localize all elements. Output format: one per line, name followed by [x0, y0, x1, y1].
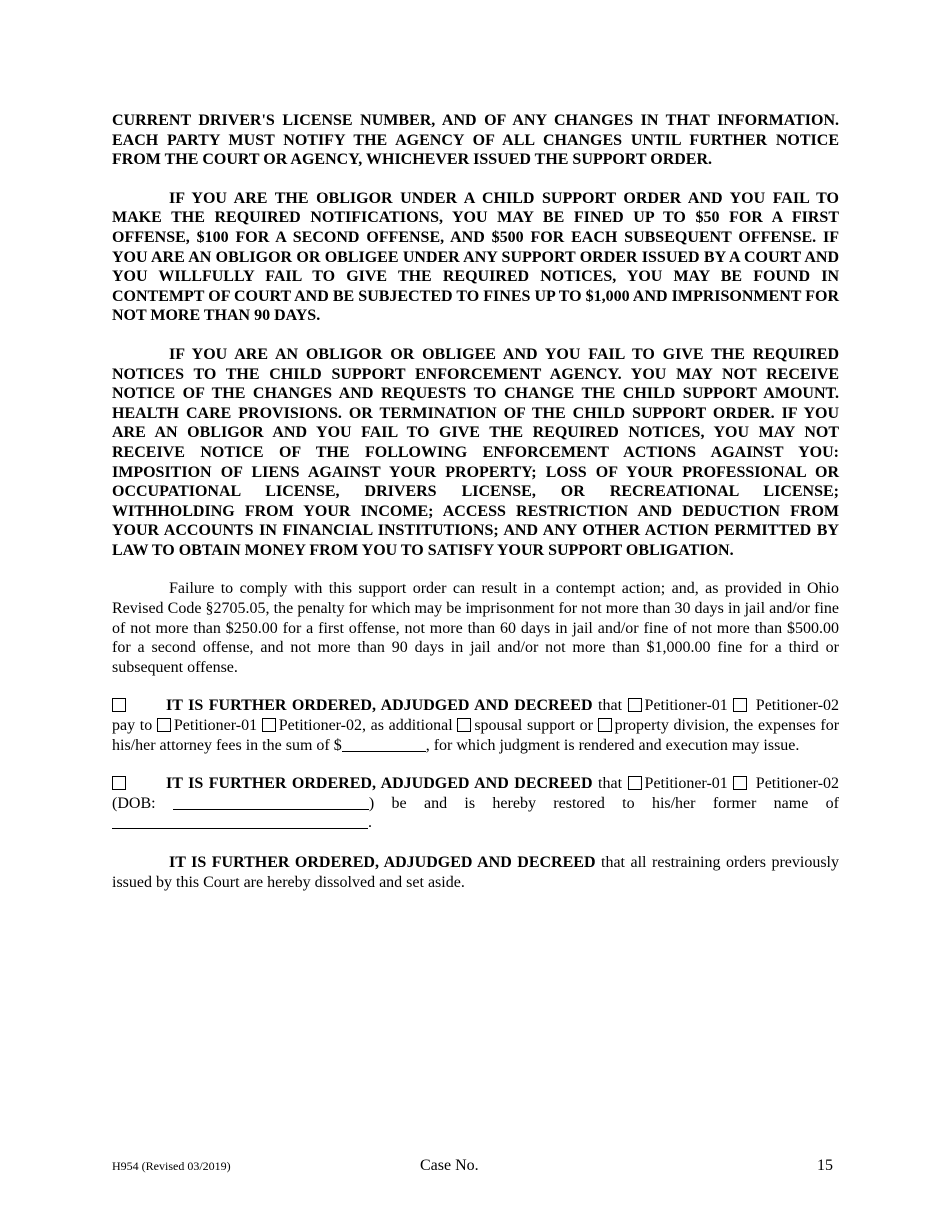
petitioner-01-checkbox[interactable]: [628, 698, 642, 712]
clause-heading: IT IS FURTHER ORDERED, ADJUDGED AND DECREED: [166, 775, 593, 793]
petitioner-02-checkbox[interactable]: [733, 698, 747, 712]
clause-heading: IT IS FURTHER ORDERED, ADJUDGED AND DECREED: [169, 854, 596, 871]
spousal-support-checkbox[interactable]: [457, 718, 471, 732]
payee-petitioner-02-checkbox[interactable]: [262, 718, 276, 732]
clause-heading: IT IS FURTHER ORDERED, ADJUDGED AND DECREED: [166, 697, 593, 715]
document-body: [112, 111, 839, 892]
attorney-fees-clause: IT IS FURTHER ORDERED, ADJUDGED AND DECREED that Petitioner-01 Petitioner-02 pay to Petitioner-01 Petitioner-02, as additional spousal support or property division, the expenses for his/her attorney fees in the sum of $ , for which judgment is rendered and execution may issue.: [112, 697, 840, 754]
name-restoration-clause-checkbox[interactable]: [112, 776, 126, 790]
page-number: 15: [817, 1157, 833, 1174]
restraining-orders-clause: IT IS FURTHER ORDERED, ADJUDGED AND DECREED that all restraining orders previously issued by this Court are hereby dissolved and set aside.: [112, 854, 839, 891]
former-name-field[interactable]: [112, 814, 368, 829]
notice-paragraph-2: IF YOU ARE THE OBLIGOR UNDER A CHILD SUPPORT ORDER AND YOU FAIL TO MAKE THE REQUIRED NOTIFICATIONS, YOU MAY BE FINED UP TO $50 FOR A FIRST OFFENSE, $100 FOR A SECOND OFFENSE, AND $500 FOR EACH SUBSEQUENT OFFENSE. IF YOU ARE AN OBLIGOR OR OBLIGEE UNDER ANY SUPPORT ORDER ISSUED BY A COURT AND YOU WILLFULLY FAIL TO GIVE THE REQUIRED NOTICES, YOU MAY BE FOUND IN CONTEMPT OF COURT AND BE SUBJECTED TO FINES UP TO $1,000 AND IMPRISONMENT FOR NOT MORE THAN 90 DAYS.: [112, 189, 839, 325]
notice-paragraph-3: IF YOU ARE AN OBLIGOR OR OBLIGEE AND YOU FAIL TO GIVE THE REQUIRED NOTICES TO THE CHILD SUPPORT ENFORCEMENT AGENCY. YOU MAY NOT RECEIVE NOTICE OF THE CHANGES AND REQUESTS TO CHANGE THE CHILD SUPPORT AMOUNT. HEALTH CARE PROVISIONS. OR TERMINATION OF THE CHILD SUPPORT ORDER. IF YOU ARE AN OBLIGOR AND YOU FAIL TO GIVE THE REQUIRED NOTICES, YOU MAY NOT RECEIVE NOTICE OF THE FOLLOWING ENFORCEMENT ACTIONS AGAINST YOU: IMPOSITION OF LIENS AGAINST YOUR PROPERTY; LOSS OF YOUR PROFESSIONAL OR OCCUPATIONAL LICENSE, DRIVERS LICENSE, OR RECREATIONAL LICENSE; WITHHOLDING FROM YOUR INCOME; ACCESS RESTRICTION AND DEDUCTION FROM YOUR ACCOUNTS IN FINANCIAL INSTITUTIONS; AND ANY OTHER ACTION PERMITTED BY LAW TO OBTAIN MONEY FROM YOU TO SATISFY YOUR SUPPORT OBLIGATION.: [112, 345, 839, 559]
form-id: H954 (Revised 03/2019): [112, 1159, 231, 1173]
contempt-paragraph: Failure to comply with this support order can result in a contempt action; and, as provided in Ohio Revised Code §2705.05, the penalty for which may be imprisonment for not more than 30 days in jail and/or fine of not more than $250.00 for a first offense, not more than 60 days in jail and/or fine of not more than $500.00 for a second offense, and not more than 90 days in jail and/or not more than $1,000.00 fine for a third or subsequent offense.: [112, 580, 839, 676]
attorney-fees-clause-checkbox[interactable]: [112, 698, 126, 712]
petitioner-01-checkbox[interactable]: [628, 776, 642, 790]
attorney-fees-amount-field[interactable]: [342, 737, 426, 752]
notice-paragraph-1: CURRENT DRIVER'S LICENSE NUMBER, AND OF ANY CHANGES IN THAT INFORMATION. EACH PARTY MUST NOTIFY THE AGENCY OF ALL CHANGES UNTIL FURTHER NOTICE FROM THE COURT OR AGENCY, WHICHEVER ISSUED THE SUPPORT ORDER.: [112, 112, 839, 169]
dob-field[interactable]: [173, 795, 369, 810]
payee-petitioner-01-checkbox[interactable]: [157, 718, 171, 732]
name-restoration-clause: IT IS FURTHER ORDERED, ADJUDGED AND DECREED that Petitioner-01 Petitioner-02 (DOB: ) be and is hereby restored to his/her former name of .: [112, 775, 840, 832]
page-footer: [112, 1157, 839, 1181]
case-number-label: Case No.: [420, 1157, 479, 1174]
property-division-checkbox[interactable]: [598, 718, 612, 732]
petitioner-02-checkbox[interactable]: [733, 776, 747, 790]
